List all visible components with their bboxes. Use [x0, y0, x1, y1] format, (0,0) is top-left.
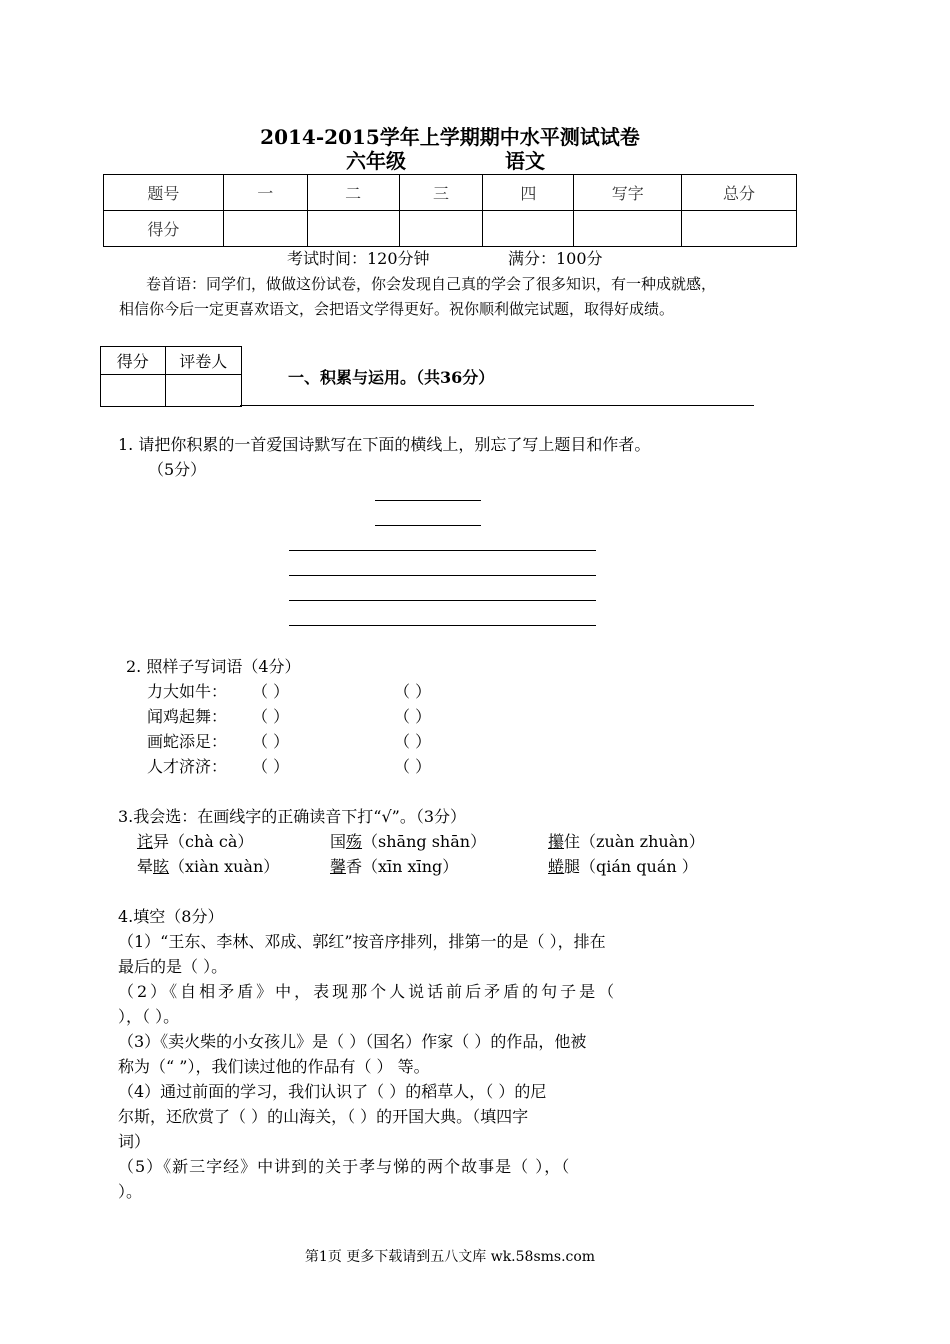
- score-input-cell[interactable]: [399, 211, 483, 247]
- score-table-header-cell: 三: [399, 175, 483, 211]
- q4-line: 词）: [118, 1132, 151, 1151]
- grader-name-cell[interactable]: [165, 375, 241, 407]
- q3-option-pinyin: 香（xīn xīng）: [346, 857, 459, 876]
- score-table-header-cell: 题号: [104, 175, 224, 211]
- q3-underlined-char: 蜷: [548, 857, 565, 876]
- score-table-header-cell: 写字: [574, 175, 682, 211]
- score-table-header-cell: 总分: [682, 175, 797, 211]
- score-table-header-cell: 四: [483, 175, 574, 211]
- q3-option[interactable]: [330, 831, 486, 853]
- exam-time: 考试时间：120分钟: [287, 249, 430, 268]
- q3-option-prefix: 晕: [137, 857, 154, 876]
- score-input-cell[interactable]: [483, 211, 574, 247]
- full-score: 满分：100分: [508, 249, 603, 268]
- q3-option[interactable]: [137, 856, 279, 878]
- q1-title-line[interactable]: [375, 500, 481, 501]
- document-title: 2014-2015学年上学期期中水平测试试卷: [260, 125, 640, 149]
- preface-line-2: 相信你今后一定更喜欢语文，会把语文学得更好。祝你顺利做完试题，取得好成绩。: [119, 300, 675, 318]
- q3-option-pinyin: （shāng shān）: [362, 832, 487, 851]
- q4-line: （5）《新三字经》中讲到的关于孝与悌的两个故事是（ ），（: [118, 1157, 571, 1176]
- grader-table-grader-label: 评卷人: [165, 347, 241, 375]
- q1-poem-line[interactable]: [289, 550, 596, 551]
- q2-heading: 2. 照样子写词语（4分）: [126, 657, 301, 676]
- q2-blank[interactable]: （ ）: [252, 682, 290, 701]
- q1-prompt: 1. 请把你积累的一首爱国诗默写在下面的横线上，别忘了写上题目和作者。: [118, 435, 651, 454]
- q3-option[interactable]: [330, 856, 458, 878]
- q4-heading: 4.填空（8分）: [118, 907, 224, 926]
- q2-blank[interactable]: （ ）: [394, 732, 432, 751]
- subject-label: 语文: [505, 149, 545, 173]
- q1-poem-line[interactable]: [289, 625, 596, 626]
- q3-option[interactable]: [548, 856, 698, 878]
- q3-underlined-char: 诧: [137, 832, 154, 851]
- q2-item-word: 力大如牛：: [147, 682, 228, 701]
- score-input-cell[interactable]: [307, 211, 399, 247]
- q2-blank[interactable]: （ ）: [252, 757, 290, 776]
- q3-option-prefix: 国: [330, 832, 347, 851]
- preface-line-1: 卷首语：同学们，做做这份试卷，你会发现自己真的学会了很多知识，有一种成就感，: [146, 275, 717, 293]
- q3-option[interactable]: [548, 831, 705, 853]
- q3-heading: 3.我会选：在画线字的正确读音下打“√”。（3分）: [118, 807, 467, 826]
- q2-blank[interactable]: （ ）: [394, 707, 432, 726]
- q1-author-line[interactable]: [375, 525, 481, 526]
- q2-blank[interactable]: （ ）: [394, 682, 432, 701]
- q1-poem-line[interactable]: [289, 600, 596, 601]
- q3-option-pinyin: 腿（qián quán ）: [564, 857, 698, 876]
- grader-table-score-label: 得分: [101, 347, 166, 375]
- score-input-cell[interactable]: [682, 211, 797, 247]
- q3-option[interactable]: [137, 831, 253, 853]
- q3-option-pinyin: 异（chà cà）: [153, 832, 254, 851]
- q4-line: 最后的是（ ）。: [118, 957, 228, 976]
- page-footer: 第1页 更多下载请到五八文库 wk.58sms.com: [304, 1249, 596, 1265]
- score-input-cell[interactable]: [223, 211, 307, 247]
- q2-blank[interactable]: （ ）: [394, 757, 432, 776]
- grader-table: [100, 346, 242, 407]
- q1-poem-line[interactable]: [289, 575, 596, 576]
- q2-item-word: 画蛇添足：: [147, 732, 228, 751]
- q3-underlined-char: 馨: [330, 857, 347, 876]
- q2-item-word: 闻鸡起舞：: [147, 707, 228, 726]
- section-divider: [240, 405, 754, 406]
- q4-line: 称为（“ ”），我们读过他的作品有（ ） 等。: [118, 1057, 430, 1076]
- q3-underlined-char: 眩: [153, 857, 170, 876]
- q4-line: ），（ ）。: [118, 1007, 180, 1026]
- q3-option-pinyin: （xiàn xuàn）: [169, 857, 280, 876]
- q4-line: （2）《自相矛盾》中，表现那个人说话前后矛盾的句子是（: [118, 982, 618, 1001]
- score-table: [103, 174, 797, 247]
- grade-label: 六年级: [346, 149, 406, 173]
- q3-underlined-char: 殇: [346, 832, 363, 851]
- q3-option-pinyin: 住（zuàn zhuàn）: [564, 832, 705, 851]
- score-table-header-cell: 二: [307, 175, 399, 211]
- grader-score-cell[interactable]: [101, 375, 166, 407]
- score-table-header-cell: 一: [223, 175, 307, 211]
- q1-points: （5分）: [148, 460, 207, 479]
- q2-item-word: 人才济济：: [147, 757, 228, 776]
- q2-blank[interactable]: （ ）: [252, 732, 290, 751]
- score-input-cell[interactable]: [574, 211, 682, 247]
- q2-blank[interactable]: （ ）: [252, 707, 290, 726]
- q4-line: （4）通过前面的学习，我们认识了（ ）的稻草人，（ ）的尼: [118, 1082, 547, 1101]
- q4-line: ）。: [118, 1182, 143, 1201]
- score-table-row-label: 得分: [104, 211, 224, 247]
- q4-line: （1）“王东、李林、邓成、郭红”按音序排列，排第一的是（ ），排在: [118, 932, 606, 951]
- section-1-heading: 一、积累与运用。（共36分）: [288, 368, 495, 387]
- q3-underlined-char: 攥: [548, 832, 565, 851]
- q4-line: 尔斯，还欣赏了（ ）的山海关，（ ）的开国大典。（填四字: [118, 1107, 529, 1126]
- q4-line: （3）《卖火柴的小女孩儿》是（ ）（国名）作家（ ）的作品，他被: [118, 1032, 587, 1051]
